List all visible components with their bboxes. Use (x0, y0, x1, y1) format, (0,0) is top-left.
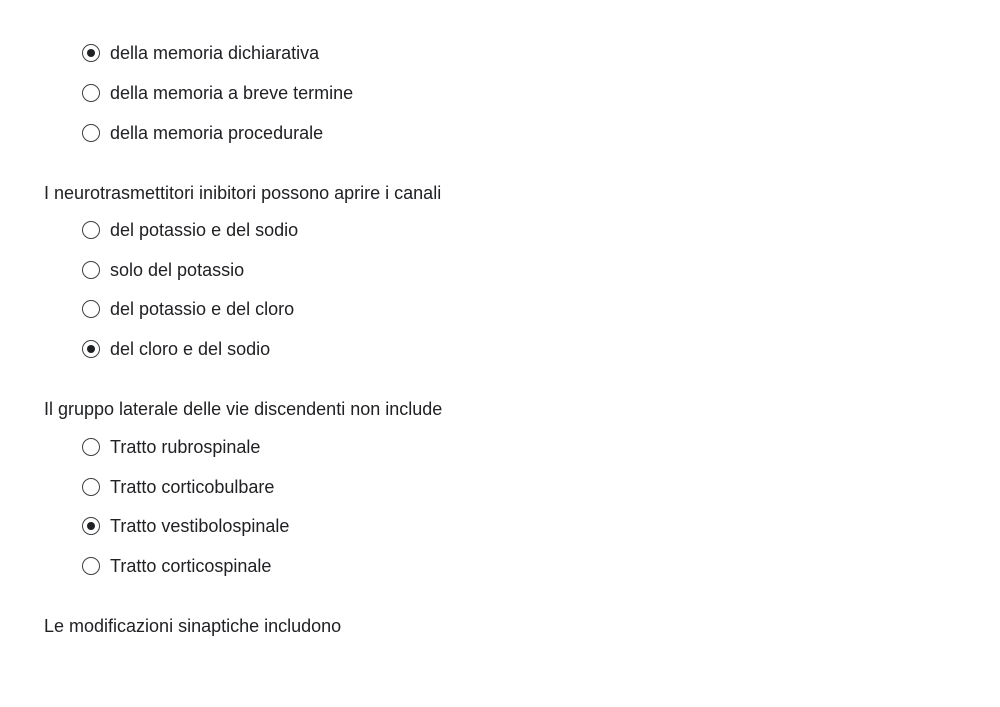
option-label: Tratto corticospinale (110, 556, 272, 576)
option-label: solo del potassio (110, 260, 245, 280)
radio-button-icon[interactable] (82, 221, 100, 239)
radio-button-icon[interactable] (82, 44, 100, 62)
q3-option-1[interactable] (82, 435, 260, 459)
q2-option-2[interactable] (82, 258, 244, 282)
question-2-text: I neurotrasmettitori inibitori possono aprire i canali (44, 183, 442, 203)
question-4-text: Le modificazioni sinaptiche includono (44, 616, 342, 636)
q2-option-1[interactable] (82, 218, 298, 242)
option-label: del potassio e del sodio (110, 220, 299, 240)
q3-option-2[interactable] (82, 475, 274, 499)
q2-option-4[interactable] (82, 337, 270, 361)
q3-option-4[interactable] (82, 554, 271, 578)
radio-button-icon[interactable] (82, 261, 100, 279)
option-label: Tratto corticobulbare (110, 477, 275, 497)
option-label: del potassio e del cloro (110, 299, 295, 319)
q2-option-3[interactable] (82, 297, 294, 321)
radio-button-icon[interactable] (82, 478, 100, 496)
option-label: della memoria dichiarativa (110, 43, 320, 63)
option-label: della memoria procedurale (110, 123, 324, 143)
q3-option-3[interactable] (82, 514, 289, 538)
radio-button-icon[interactable] (82, 517, 100, 535)
q1-option-2[interactable] (82, 81, 353, 105)
q1-option-1[interactable] (82, 41, 319, 65)
radio-button-icon[interactable] (82, 124, 100, 142)
radio-button-icon[interactable] (82, 300, 100, 318)
radio-button-icon[interactable] (82, 438, 100, 456)
radio-button-icon[interactable] (82, 340, 100, 358)
option-label: Tratto rubrospinale (110, 437, 261, 457)
option-label: della memoria a breve termine (110, 83, 354, 103)
option-label: del cloro e del sodio (110, 339, 271, 359)
question-3-text: Il gruppo laterale delle vie discendenti non include (44, 399, 443, 419)
radio-button-icon[interactable] (82, 84, 100, 102)
option-label: Tratto vestibolospinale (110, 516, 290, 536)
radio-button-icon[interactable] (82, 557, 100, 575)
q1-option-3[interactable] (82, 121, 323, 145)
